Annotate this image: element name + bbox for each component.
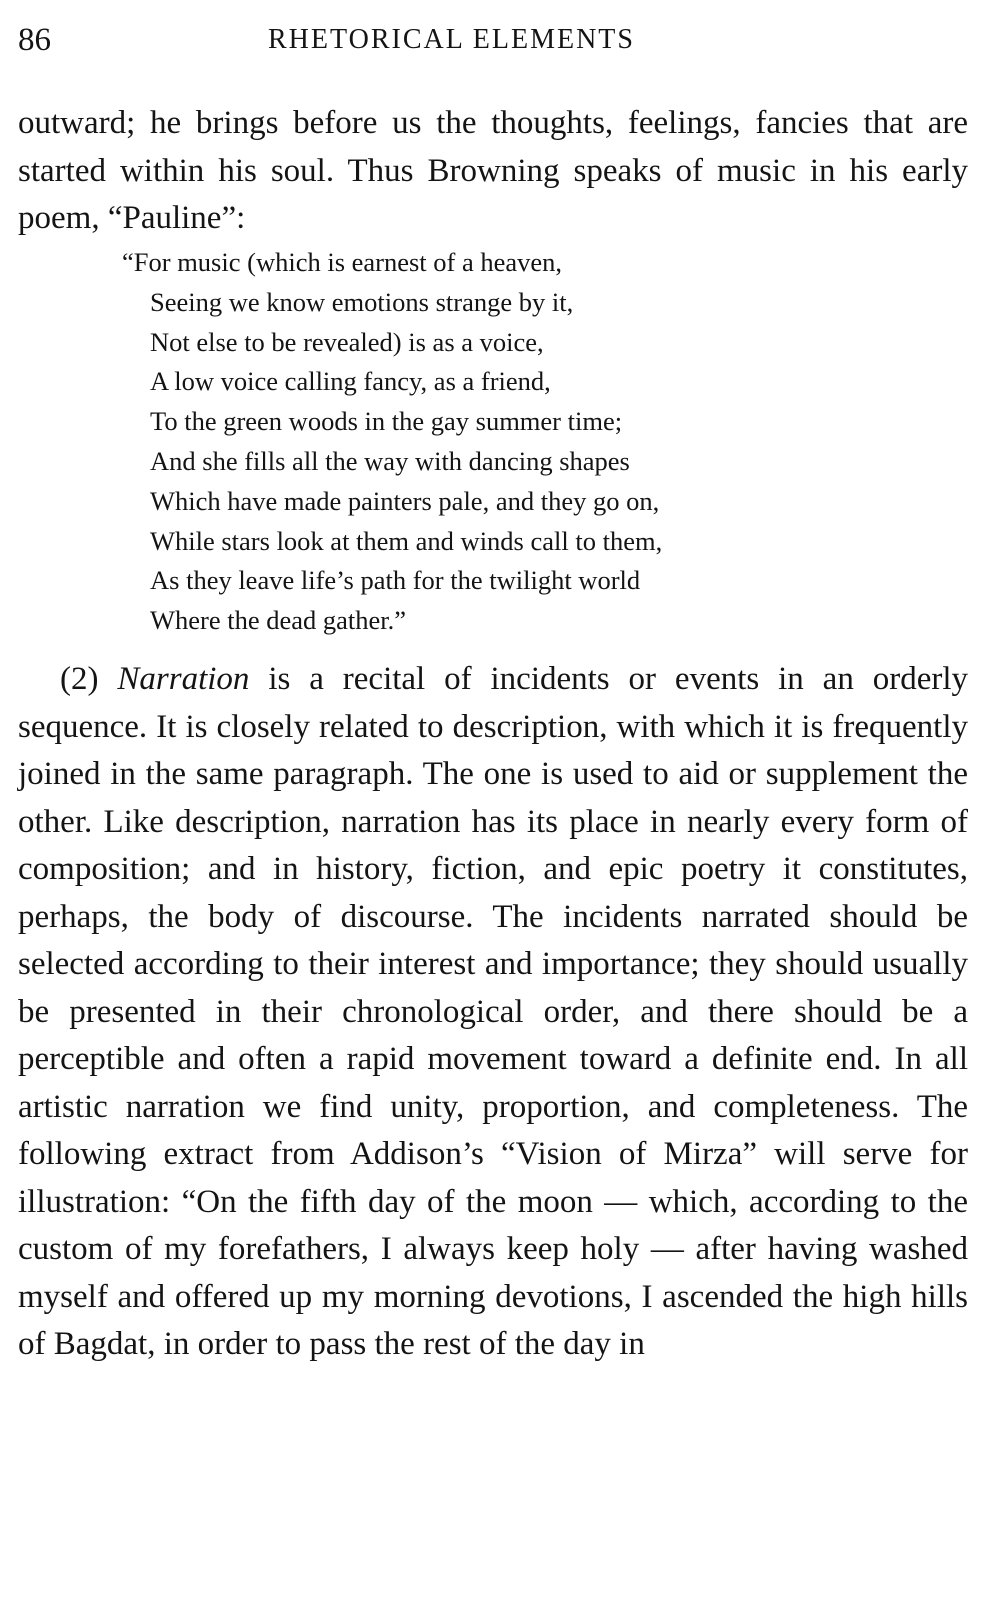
quotation-line: “For music (which is earnest of a heaven, [122, 247, 563, 277]
page-number: 86 [18, 22, 51, 58]
quotation-line: As they leave life’s path for the twilight world [150, 565, 641, 596]
quotation-line: Seeing we know emotions strange by it, [150, 286, 574, 317]
quotation-line: While stars look at them and winds call to them, [150, 525, 663, 556]
quotation-line: Where the dead gather.” [150, 605, 407, 636]
section-number: (2) [60, 661, 99, 697]
page-header [18, 20, 968, 60]
quotation-line: To the green woods in the gay summer time; [150, 406, 623, 437]
quotation-line: A low voice calling fancy, as a friend, [150, 366, 551, 397]
narration-paragraph [18, 656, 968, 1369]
quotation-line: Which have made painters pale, and they go on, [150, 485, 660, 516]
narration-text: is a recital of incidents or events in an orderly sequence. It is closely related to description, with which it is frequently joined in the same paragraph. The one is used to aid or supplement the other. Like description, narration has its place in nearly every form of composition; and in history, fiction, and epic poetry it constitutes, perhaps, the body of discourse. The incidents narrated should be selected according to their interest and importance; they should usually be presented in their chronological order, and there should be a perceptible and often a rapid movement toward a definite end. In all artistic narration we find unity, proportion, and completeness. The following extract from Addison’s “Vision of Mirza” will serve for illustration: “On the fifth day of the moon — which, according to the custom of my forefathers, I always keep holy — after having washed myself and offered up my morning devotions, I ascended the high hills of Bagdat, in order to pass the rest of the day in [18, 661, 969, 1362]
quotation-line: And she fills all the way with dancing shapes [150, 445, 630, 476]
quotation-line: Not else to be revealed) is as a voice, [150, 326, 544, 357]
running-head: RHETORICAL ELEMENTS [268, 24, 635, 55]
defined-term: Narration [117, 661, 250, 697]
intro-paragraph: outward; he brings before us the thoughts, feelings, fancies that are started within his soul. Thus Browning speaks of music in his early poem, “Pauline”: [18, 105, 968, 236]
poem-quotation [122, 243, 882, 641]
